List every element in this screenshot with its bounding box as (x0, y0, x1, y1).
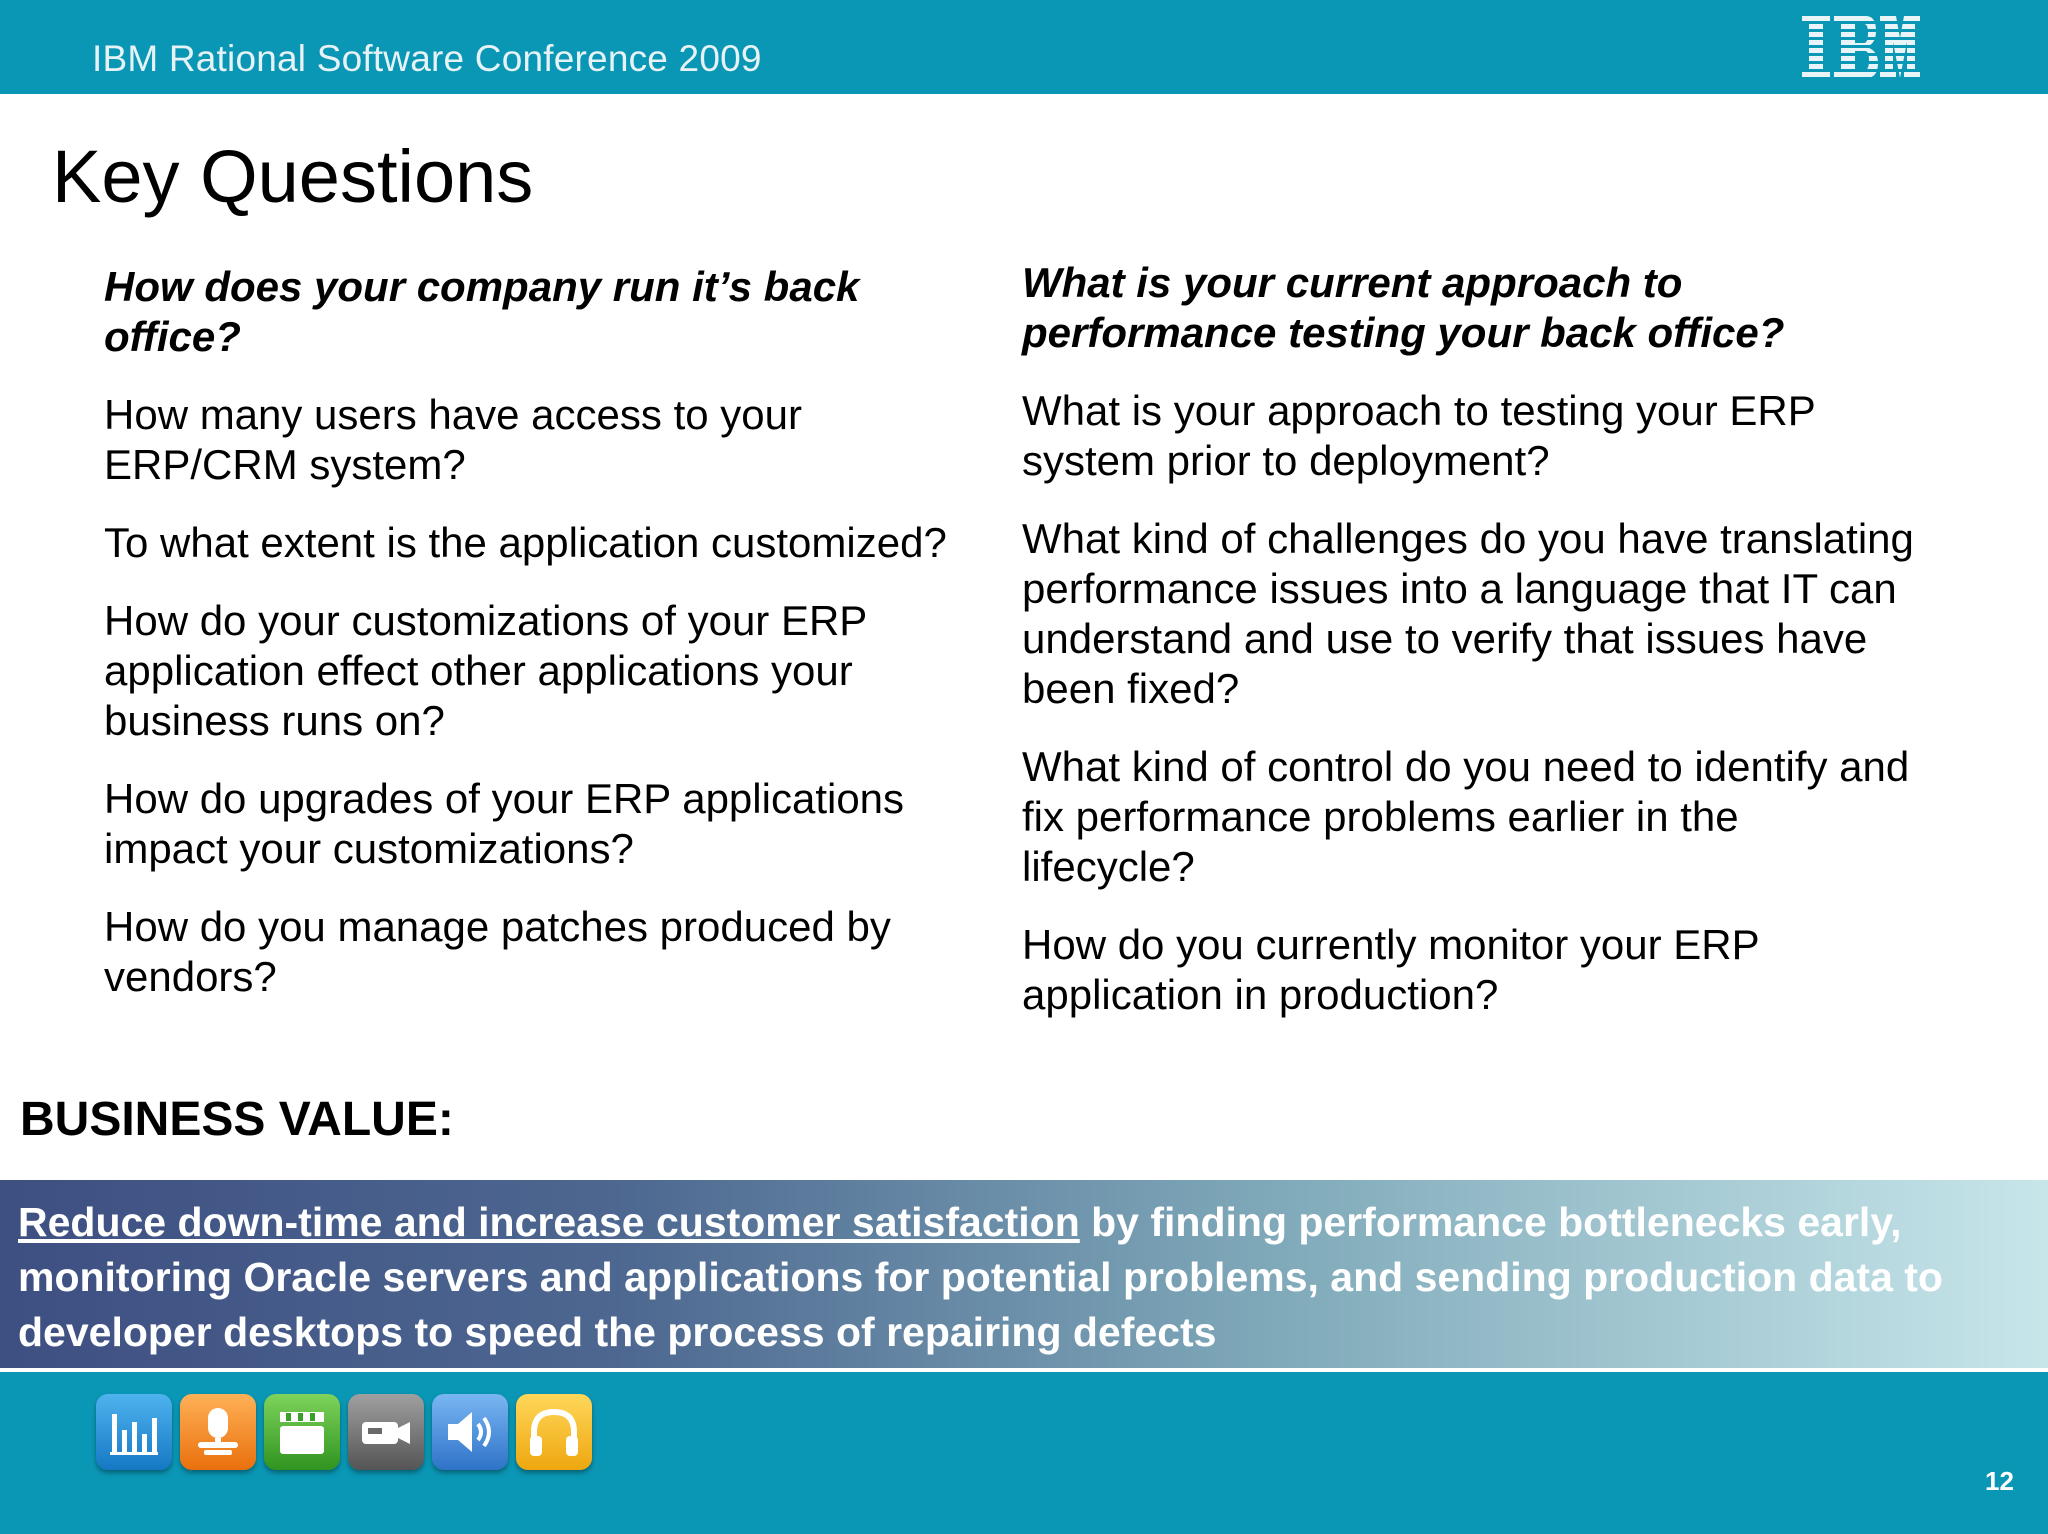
left-question-column (104, 262, 954, 1030)
slide-title: Key Questions (52, 135, 534, 218)
left-question-3: How do your customizations of your ERP application effect other applications your business runs on? (104, 597, 867, 744)
right-question-2: What kind of challenges do you have translating performance issues into a language that IT can understand and use to verify that issues have been fixed? (1022, 515, 1914, 712)
right-question-column (1022, 258, 1922, 1048)
right-question-1: What is your approach to testing your ERP system prior to deployment? (1022, 387, 1815, 484)
page-number: 12 (1985, 1466, 2014, 1496)
left-question-1: How many users have access to your ERP/CRM system? (104, 391, 802, 488)
left-lead-question: How does your company run it’s back office? (104, 263, 860, 360)
left-question-2: To what extent is the application customized? (104, 519, 947, 566)
business-value-highlight: Reduce down-time and increase customer satisfaction (18, 1199, 1080, 1245)
headphones-icon[interactable] (516, 1394, 592, 1470)
ibm-logo (1802, 16, 1920, 78)
video-camera-icon[interactable] (348, 1394, 424, 1470)
right-question-4: How do you currently monitor your ERP application in production? (1022, 921, 1759, 1018)
right-question-3: What kind of control do you need to identify and fix performance problems earlier in the lifecycle? (1022, 743, 1910, 890)
speaker-icon[interactable] (432, 1394, 508, 1470)
business-value-rest: by finding performance bottlenecks early, monitoring Oracle servers and applications for potential problems, and sending production data to developer desktops to speed the process of repairing defects (18, 1199, 1943, 1355)
media-icon-strip (96, 1394, 592, 1470)
right-lead-question: What is your current approach to performance testing your back office? (1022, 259, 1785, 356)
clapperboard-icon[interactable] (264, 1394, 340, 1470)
chart-icon[interactable] (96, 1394, 172, 1470)
conference-title: IBM Rational Software Conference 2009 (92, 38, 762, 79)
business-value-label: BUSINESS VALUE: (20, 1093, 454, 1146)
microphone-icon[interactable] (180, 1394, 256, 1470)
left-question-5: How do you manage patches produced by vendors? (104, 903, 891, 1000)
left-question-4: How do upgrades of your ERP applications impact your customizations? (104, 775, 905, 872)
business-value-text (18, 1195, 2038, 1360)
